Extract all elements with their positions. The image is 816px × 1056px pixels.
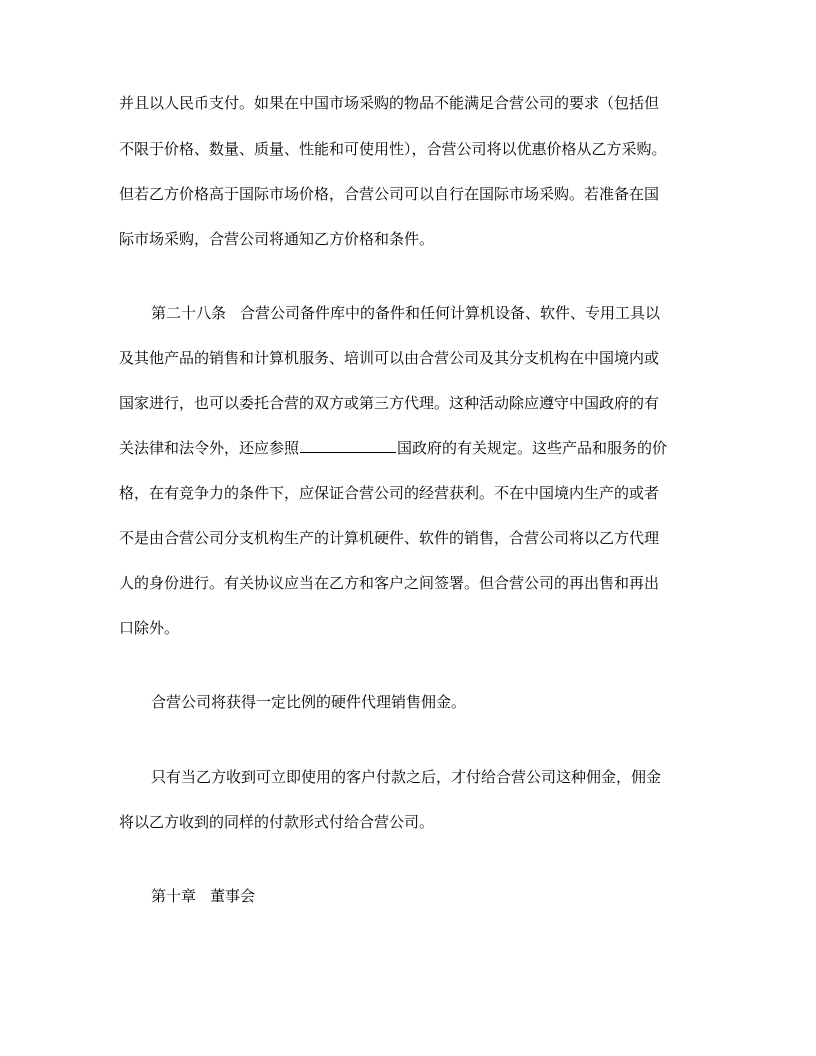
paragraph-line-with-blank	[119, 438, 699, 458]
chapter-title: 董事会	[210, 887, 256, 905]
chapter-heading	[151, 886, 699, 906]
paragraph-line: 际市场采购，合营公司将通知乙方价格和条件。	[119, 230, 435, 248]
article-heading: 第二十八条	[151, 304, 227, 322]
paragraph-line: 口除外。	[119, 619, 180, 637]
paragraph-line: 国家进行，也可以委托合营的双方或第三方代理。这种活动除应遵守中国政府的有	[119, 394, 660, 412]
paragraph-line: 合营公司将获得一定比例的硬件代理销售佣金。	[151, 693, 467, 711]
chapter-label: 第十章	[151, 887, 197, 905]
paragraph-line: 并且以人民币支付。如果在中国市场采购的物品不能满足合营公司的要求（包括但	[119, 94, 660, 112]
paragraph-line: 不是由合营公司分支机构生产的计算机硬件、软件的销售，合营公司将以乙方代理	[119, 529, 660, 547]
text-after-blank: 国政府的有关规定。这些产品和服务的价	[397, 439, 668, 457]
paragraph-line: 只有当乙方收到可立即使用的客户付款之后，才付给合营公司这种佣金，佣金	[151, 768, 662, 786]
article-28-first-line	[151, 303, 699, 323]
fill-in-blank[interactable]	[300, 438, 396, 453]
paragraph-line: 将以乙方收到的同样的付款形式付给合营公司。	[119, 813, 435, 831]
paragraph-line: 格，在有竞争力的条件下，应保证合营公司的经营获利。不在中国境内生产的或者	[119, 484, 660, 502]
paragraph-line: 不限于价格、数量、质量、性能和可使用性），合营公司将以优惠价格从乙方采购。	[119, 140, 667, 158]
paragraph-line: 及其他产品的销售和计算机服务、培训可以由合营公司及其分支机构在中国境内或	[119, 349, 660, 367]
article-text: 合营公司备件库中的备件和任何计算机设备、软件、专用工具以	[240, 304, 661, 322]
text-before-blank: 关法律和法令外，还应参照	[119, 439, 300, 457]
paragraph-line: 但若乙方价格高于国际市场价格，合营公司可以自行在国际市场采购。若准备在国	[119, 185, 660, 203]
paragraph-line: 人的身份进行。有关协议应当在乙方和客户之间签署。但合营公司的再出售和再出	[119, 574, 660, 592]
